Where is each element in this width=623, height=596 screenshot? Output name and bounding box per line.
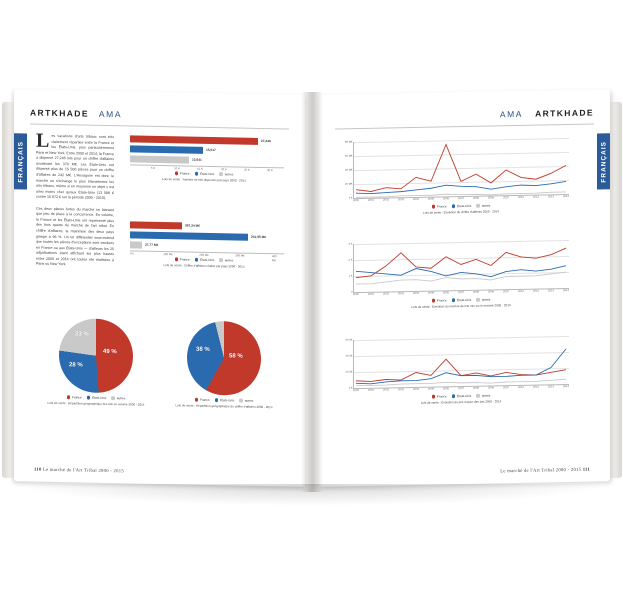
legend-item-usa: États-Unis	[215, 398, 235, 402]
paragraph-2: Ces deux places fortes du marché ne laissant que peu de place à la concurrence. En volume, la France et les États-Unis ont représenté plus des trois quarts du marché de l'art tribal. En chiffre d'affaires, la mainmise des deux pays grimpe à 96 %. Un tel différentiel sous-entend que toutes les pièces d'exceptions sont vendues en France ou aux États-Unis — d'ailleurs les 25 adjudications étant affichant les plus hautes entre 2000 et 2014 ont toutes été réalisées à Paris ou New York.	[36, 206, 114, 267]
bar-label-usa: 15,517	[206, 147, 216, 152]
language-tab-francais	[597, 133, 610, 189]
header-divider	[30, 124, 289, 130]
paragraph-1: Les vacations d'arts tribaux sont très clairement réparties entre la France et les États-Unis, plus particulièrement Paris et New York. Entre 2000 et 2014, la France a dispersé 27,246 lots pour un chiffre d'affaires avoisinant les 370 M€. Les États-Unis ont dispersé plus de 15 500 pièces pour un chiffre d'affaires de 242 M€. L'Hexagone est donc le marché où s'échange le plus intensément les arts tribaux, même si en moyenne un objet y est ainsi moins cher qu'aux États-Unis (13 588 € contre 15 672 € sur la période 2000 - 2015).	[36, 129, 114, 201]
xtick: 400 M€	[272, 254, 277, 263]
line-series-group	[354, 336, 570, 391]
xtick: 2004	[413, 387, 419, 391]
xtick: 2009	[488, 196, 494, 200]
legend-item-others: autres	[111, 396, 125, 400]
xtick: 2006	[443, 387, 449, 391]
pie-turnover-graphic	[187, 321, 261, 396]
chart-line-lots	[348, 240, 569, 310]
legend-item-others: autres	[219, 172, 233, 176]
brand-artkhade: ARTKHADE	[30, 107, 89, 119]
xtick: 2003	[398, 198, 404, 202]
page-number: 111	[582, 466, 590, 472]
xtick: 2006	[443, 291, 449, 295]
ytick: 3 K	[348, 242, 353, 246]
xtick: 2007	[458, 291, 464, 295]
chart-bar-turnover	[124, 219, 284, 269]
ytick: 40 M€	[345, 168, 353, 172]
xtick: 2010	[503, 386, 509, 390]
bar-label-usa: 241,95 M€	[251, 234, 267, 239]
ytick: 2 K	[348, 258, 353, 262]
xtick: 2002	[383, 198, 389, 202]
caption-bar-volume: Lots de vente : Nombre de lots dispersés par pays 2000 - 2014	[162, 177, 246, 183]
xtick: 2008	[473, 386, 479, 390]
xtick: 30 K	[267, 168, 273, 173]
drop-cap: L	[36, 129, 50, 152]
xtick: 5 K	[150, 165, 156, 170]
legend-item-others: autres	[239, 399, 253, 403]
language-tab-francais	[14, 133, 27, 189]
legend-item-france: France	[195, 398, 210, 402]
right-page-header	[335, 106, 594, 125]
legend-item-usa: États-Unis	[87, 396, 107, 400]
legend-item-france: France	[432, 298, 447, 302]
xtick: 2010	[503, 196, 509, 200]
caption-pie-turnover: Lots de vente : Répartition géographique du chiffre d'affaires 2000 - 2014	[175, 403, 273, 410]
xtick: 2012	[533, 195, 539, 199]
line-series-group	[354, 240, 570, 295]
language-tab-label: FRANÇAIS	[17, 140, 24, 183]
pie-label-usa: 38 %	[196, 346, 210, 353]
brand-ama: AMA	[98, 108, 123, 120]
xtick: 0 €	[130, 251, 134, 256]
legend-item-others: autres	[476, 298, 490, 302]
bar-usa	[130, 231, 248, 240]
left-page	[14, 89, 305, 487]
xtick: 2003	[398, 388, 404, 392]
xtick: 2014	[563, 288, 569, 293]
bar-france	[130, 135, 258, 144]
xtick: 2000	[353, 199, 359, 203]
bar-others	[130, 155, 189, 163]
xtick: 2013	[548, 195, 554, 199]
right-page-footer	[500, 467, 590, 474]
ytick: 40 K€	[345, 354, 353, 358]
xtick: 2005	[428, 387, 434, 391]
brand-artkhade: ARTKHADE	[535, 107, 594, 119]
legend-item-france: France	[67, 395, 82, 399]
legend-item-usa: États-Unis	[452, 204, 472, 208]
xtick: 2002	[383, 292, 389, 296]
xtick: 2010	[503, 290, 509, 294]
language-tab-label: FRANÇAIS	[600, 140, 607, 183]
xtick: 2011	[518, 289, 524, 293]
article-text-column	[36, 129, 114, 275]
legend-item-others: autres	[476, 204, 490, 208]
ytick: 0 €	[348, 386, 353, 390]
xtick: 2014	[563, 384, 569, 389]
caption-pie-volume: Lots de vente : Répartition géographique des lots en volume 2000 - 2014	[47, 400, 145, 407]
xtick: 2009	[488, 386, 494, 390]
ytick: 20 M€	[345, 182, 353, 186]
ytick: 0 €	[348, 196, 353, 200]
chart-pie-volume	[36, 318, 156, 407]
xtick: 2008	[473, 196, 479, 200]
right-page	[319, 89, 610, 487]
chart-bar-volume	[124, 133, 284, 183]
legend-item-france: France	[432, 394, 447, 398]
xtick: 2004	[413, 197, 419, 201]
left-page-header	[30, 106, 289, 125]
legend-item-france: France	[432, 204, 447, 208]
xtick: 10 K	[174, 166, 180, 171]
caption-line-turnover: Lots de vente : Évolution du chiffre d'affaires 2000 - 2014	[423, 209, 499, 215]
xtick: 2001	[368, 388, 374, 392]
open-book	[14, 92, 610, 492]
line-series-group	[354, 138, 570, 201]
header-divider	[335, 124, 594, 130]
xtick: 100 M€	[163, 252, 173, 257]
ytick: 20 K€	[345, 370, 353, 374]
legend-item-others: autres	[476, 394, 490, 398]
xtick: 15 K	[197, 166, 203, 171]
xtick: 2000	[353, 293, 359, 297]
xtick: 2011	[518, 195, 524, 199]
xtick: 2007	[458, 387, 464, 391]
bar-label-others: 27,77 M€	[145, 242, 159, 247]
bar-label-france: 367,24 M€	[185, 222, 201, 228]
xtick: 2001	[368, 198, 374, 202]
pie-volume-graphic	[59, 318, 133, 393]
xtick: 2001	[368, 292, 374, 296]
footer-title: Le marché de l'Art Tribal 2000 - 2015	[500, 466, 582, 474]
xtick: 2011	[518, 385, 524, 389]
legend-item-usa: États-Unis	[452, 298, 472, 302]
pie-label-france: 58 %	[229, 353, 243, 360]
chart-line-avg-price	[345, 336, 569, 406]
xtick: 25 K	[244, 167, 250, 172]
pie-label-france: 49 %	[103, 348, 117, 356]
book-shadow	[10, 484, 610, 506]
legend-item-usa: États-Unis	[195, 172, 215, 176]
xtick: 2008	[473, 290, 479, 294]
bar-france	[130, 221, 182, 229]
caption-bar-turnover: Lots de vente : Chiffre d'affaires réalisé par pays 2000 - 2014	[163, 263, 245, 269]
xtick: 200 M€	[199, 252, 209, 257]
xtick: 2013	[548, 385, 554, 389]
xtick: 2009	[488, 290, 494, 294]
caption-line-lots: Lots de vente : Évolution du nombre de lots mis sur le marché 2000 - 2014	[411, 303, 511, 310]
page-edge-right	[608, 102, 622, 478]
footer-title: Le marché de l'Art Tribal 2000 - 2015	[43, 466, 124, 474]
ytick: 1 K	[348, 274, 353, 278]
chart-pie-turnover	[164, 320, 284, 409]
brand-ama: AMA	[499, 108, 524, 120]
bar-label-france: 27,246	[261, 138, 271, 143]
xtick: 2006	[443, 197, 449, 201]
xtick: 300 M€	[235, 253, 245, 258]
legend-item-france: France	[175, 257, 190, 261]
page-number: 110	[34, 466, 42, 472]
xtick: 2005	[428, 291, 434, 295]
pie-label-others: 23 %	[75, 331, 89, 338]
xtick: 2000	[353, 389, 359, 393]
bar-label-others: 12,641	[192, 157, 202, 162]
legend-item-france: France	[175, 171, 190, 175]
left-page-footer	[34, 467, 124, 474]
legend-item-usa: États-Unis	[452, 394, 472, 398]
legend-item-others: autres	[219, 258, 233, 262]
xtick: 2007	[458, 197, 464, 201]
ytick: 0	[351, 290, 353, 294]
pie-label-usa: 28 %	[69, 362, 83, 369]
xtick: 2004	[413, 291, 419, 295]
caption-line-avg-price: Lots de vente : Évolution du prix moyen des lots 2000 - 2014	[420, 399, 502, 405]
ytick: 60 K€	[345, 338, 353, 342]
xtick: 20 K	[221, 167, 227, 172]
xtick: 2003	[398, 292, 404, 296]
bar-usa	[130, 145, 203, 153]
ytick: 80 M€	[345, 140, 353, 144]
xtick: 2013	[548, 289, 554, 293]
chart-line-turnover	[345, 138, 569, 216]
xtick: 2012	[533, 385, 539, 389]
bar-others	[130, 241, 142, 248]
xtick: 2012	[533, 289, 539, 293]
xtick: 2005	[428, 197, 434, 201]
xtick: 2014	[563, 194, 569, 199]
xtick: 2002	[383, 388, 389, 392]
legend-item-usa: États-Unis	[195, 258, 215, 262]
ytick: 60 M€	[345, 154, 353, 158]
